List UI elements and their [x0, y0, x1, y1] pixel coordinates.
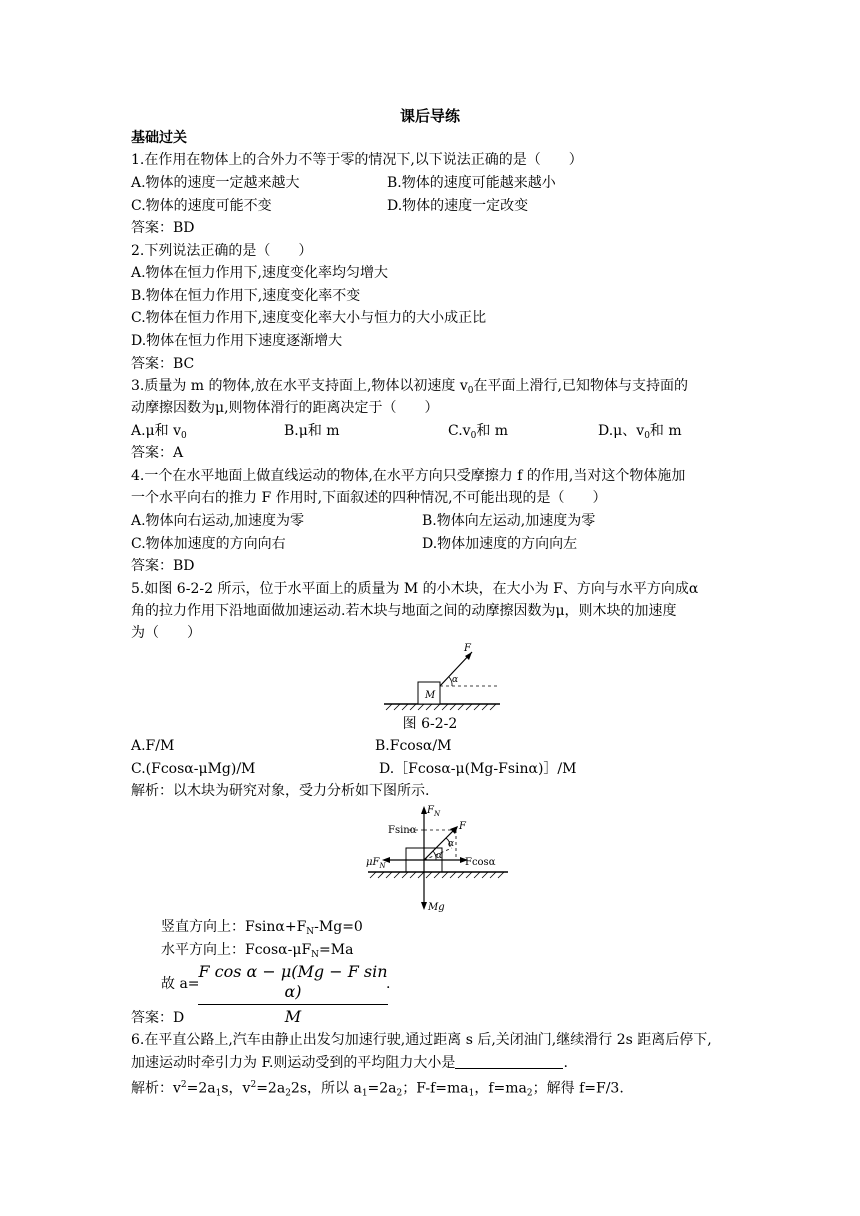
q4-stem-line2: 一个水平向右的推力 F 作用时,下面叙述的四种情况,不可能出现的是（ ）	[131, 490, 607, 506]
q2-option-b: B.物体在恒力作用下,速度变化率不变	[131, 288, 361, 304]
q5-stem-line3: 为（ ）	[131, 625, 201, 641]
block-label: M	[425, 690, 436, 701]
angle-label: α	[452, 675, 459, 685]
page-title: 课后导练	[399, 107, 460, 125]
q3-answer: 答案：A	[131, 445, 184, 461]
mg-label: Mg	[428, 902, 445, 913]
q4-stem-line1: 4.一个在水平地面上做直线运动的物体,在水平方向只受摩擦力 f 的作用,当对这个物体施加	[131, 468, 686, 484]
q4-option-a: A.物体向右运动,加速度为零	[131, 513, 305, 529]
figure-caption: 图 6-2-2	[402, 716, 458, 732]
fcos-label: Fcosα	[465, 857, 496, 868]
q3-option-a: A.μ和 $v_0$	[131, 423, 187, 441]
alpha-lower-label: α	[436, 851, 443, 861]
q5-stem-line1: 5.如图 6-2-2 所示，位于水平面上的质量为 M 的小木块，在大小为 F、方向与水平方向成α	[131, 581, 699, 597]
answer-blank[interactable]	[455, 1054, 563, 1069]
force-label: F	[464, 643, 471, 654]
q1-option-a: A.物体的速度一定越来越大	[131, 175, 300, 191]
figure-block-on-ground	[382, 642, 502, 712]
figure-force-diagram	[362, 800, 512, 915]
f-label: F	[459, 821, 466, 832]
q1-stem: 1.在作用在物体上的合外力不等于零的情况下,以下说法正确的是（ ）	[131, 152, 583, 168]
q4-option-b: B.物体向左运动,加速度为零	[422, 513, 596, 529]
q5-analysis: 解析：以木块为研究对象，受力分析如下图所示.	[131, 783, 430, 799]
q6-analysis: 解析：$v^2=2a_1s$，$v^2=2a_22s$，所以 $a_1=2a_2$；$F-f=ma_1$，$f=ma_2$；解得 f=F/3.	[131, 1080, 624, 1099]
fraction-denominator: M	[284, 1007, 302, 1026]
q2-option-d: D.物体在恒力作用下速度逐渐增大	[131, 333, 343, 349]
fraction-numerator: F cos α − μ(Mg − F sin α)	[198, 962, 388, 1005]
q2-answer: 答案：BC	[131, 356, 195, 372]
q5-option-b: B.Fcosα/M	[375, 738, 452, 754]
q6-stem-line1: 6.在平直公路上,汽车由静止出发匀加速行驶,通过距离 s 后,关闭油门,继续滑行 2s 距离后停下,	[131, 1032, 712, 1048]
q1-option-c: C.物体的速度可能不变	[131, 198, 272, 214]
q5-answer: 答案：D	[131, 1010, 185, 1026]
q3-stem-line1: 3.质量为 m 的物体,放在水平支持面上,物体以初速度 $v_0$在平面上滑行,已知物体与支持面的	[131, 378, 688, 396]
q4-option-d: D.物体加速度的方向向左	[422, 536, 578, 552]
q5-eq-vertical: 竖直方向上：$Fsin\alpha+F_N-Mg=0$	[161, 919, 363, 937]
q4-answer: 答案：BD	[131, 558, 195, 574]
q2-option-c: C.物体在恒力作用下,速度变化率大小与恒力的大小成正比	[131, 310, 487, 326]
q5-eq-result-prefix: 故 a=	[161, 976, 200, 992]
q3-option-c: $C.v_0$和 m	[448, 423, 509, 441]
q1-answer: 答案：BD	[131, 220, 195, 236]
q1-option-d: D.物体的速度一定改变	[387, 198, 529, 214]
q5-option-a: A.F/M	[131, 738, 175, 754]
q4-option-c: C.物体加速度的方向向右	[131, 536, 286, 552]
q5-option-c: C.(Fcosα-μMg)/M	[131, 761, 256, 777]
q5-eq-fraction	[198, 962, 391, 1027]
q5-eq-horizontal: 水平方向上：Fcosα-$\mu F_N=Ma$	[161, 942, 354, 960]
section-heading: 基础过关	[131, 130, 187, 146]
alpha-upper-label: α	[448, 839, 455, 849]
friction-label: $\mu F_N$	[366, 857, 386, 870]
q2-stem: 2.下列说法正确的是（ ）	[131, 243, 313, 259]
q1-option-b: B.物体的速度可能越来越小	[387, 175, 556, 191]
q3-stem-line2: 动摩擦因数为μ,则物体滑行的距离决定于（ ）	[131, 400, 439, 416]
q5-stem-line2: 角的拉力作用下沿地面做加速运动.若木块与地面之间的动摩擦因数为μ，则木块的加速度	[131, 603, 677, 619]
q2-option-a: A.物体在恒力作用下,速度变化率均匀增大	[131, 265, 389, 281]
fn-label: $F_N$	[427, 805, 441, 818]
fsin-label: Fsinα	[388, 825, 417, 836]
q5-option-d: D.［Fcosα-μ(Mg-Fsinα)］/M	[379, 761, 577, 777]
q3-option-b: B.μ和 m	[284, 423, 340, 439]
q5-eq-period: .	[386, 976, 391, 992]
q6-stem-line2: 加速运动时牵引力为 F.则运动受到的平均阻力大小是 .	[131, 1055, 568, 1071]
q3-option-d: D.μ、$v_0$和 m	[598, 423, 682, 441]
